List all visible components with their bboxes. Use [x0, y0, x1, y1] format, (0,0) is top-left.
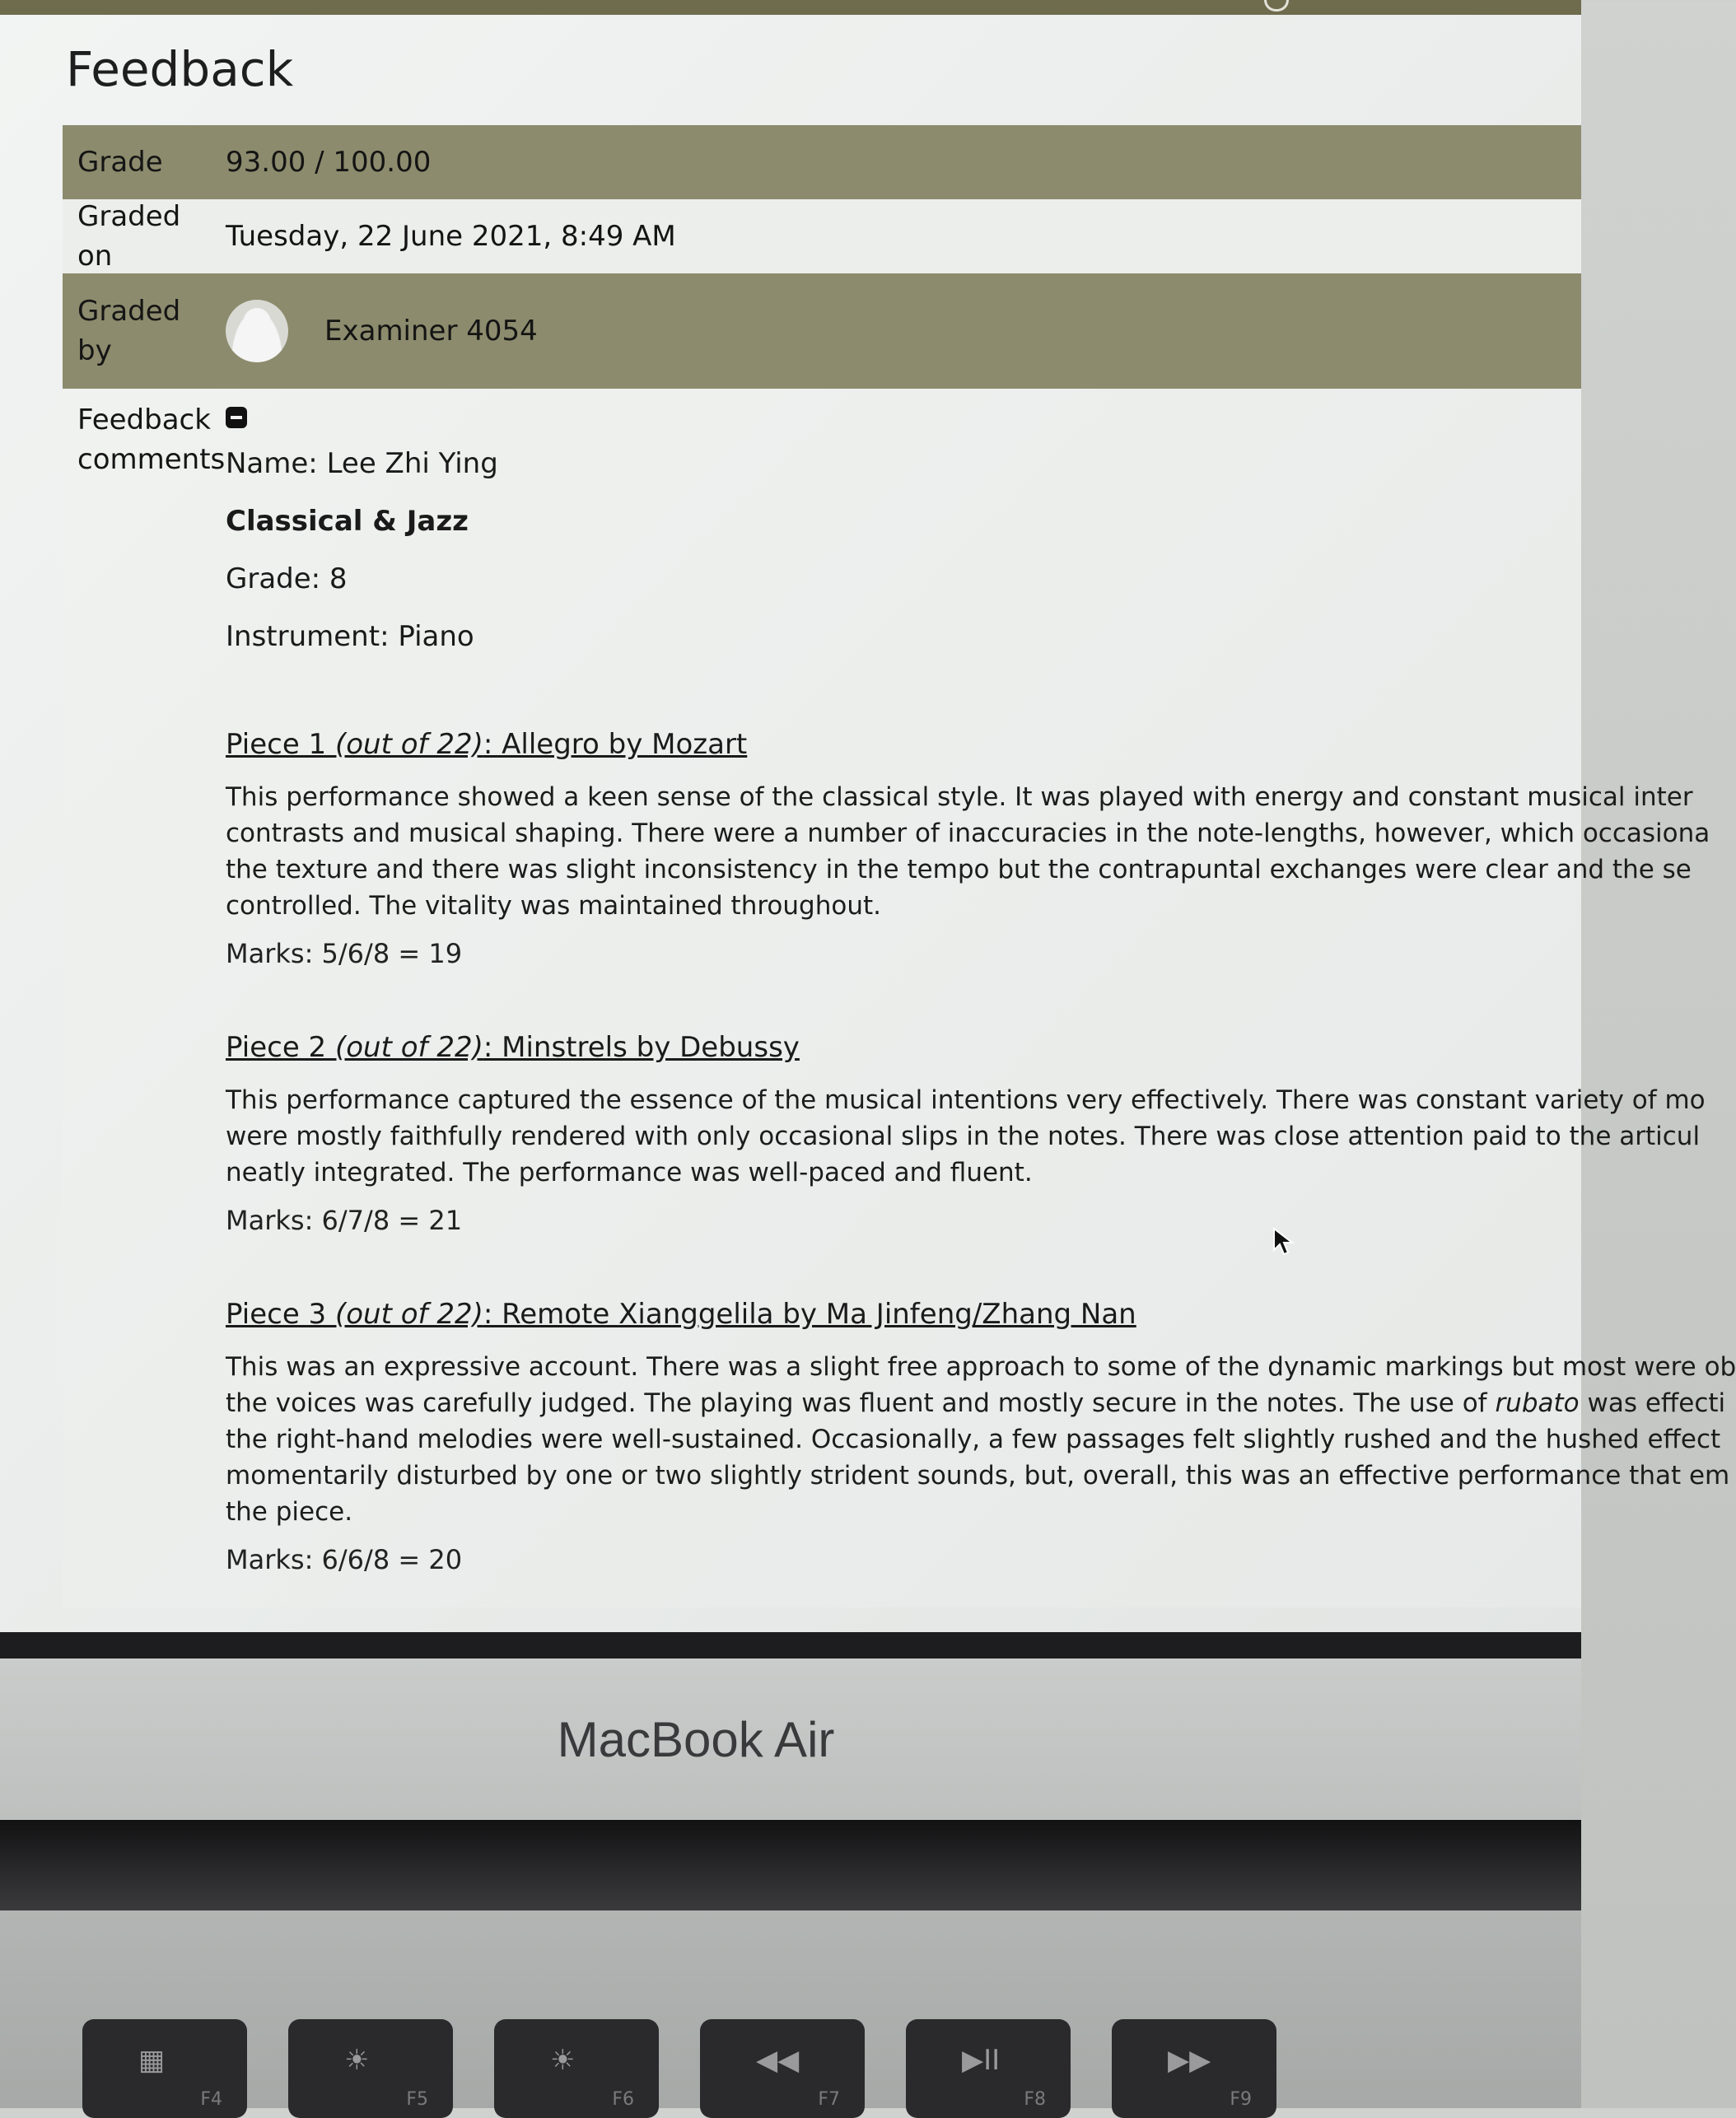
grade-label: Grade [77, 146, 163, 179]
feedback-table [63, 125, 1736, 1607]
piece-2-title-prefix: Piece 2 [226, 1031, 335, 1064]
piece-1-line: controlled. The vitality was maintained throughout. [226, 891, 881, 921]
screen-bezel-edge [0, 1632, 1581, 1658]
graded-on-label: Graded on [77, 200, 181, 273]
feedback-comments-body [219, 389, 1736, 1575]
piece-3-line-after: was effecti [1579, 1388, 1726, 1418]
piece-3-line-italic: rubato [1495, 1388, 1580, 1418]
spacer [226, 677, 1570, 726]
piece-1-title-prefix: Piece 1 [226, 728, 335, 761]
piece-3-line: the right-hand melodies were well-sustained. Occasionally, a few passages felt slightly rushed and the hushed effect [226, 1425, 1721, 1454]
piece-2 [226, 1029, 1706, 1239]
piece-2-line: were mostly faithfully rendered with only occasional slips in the notes. There was close attention paid to the articul [226, 1122, 1701, 1151]
piece-2-title-max: (out of 22) [334, 1031, 483, 1064]
key-f8[interactable] [906, 2019, 1071, 2118]
piece-2-marks: Marks: 6/7/8 = 21 [226, 1205, 463, 1236]
key-f7-label: F7 [818, 2089, 840, 2110]
piece-1-line: contrasts and musical shaping. There were a number of inaccuracies in the note-lengths, however, which occasiona [226, 819, 1710, 848]
piece-1 [226, 726, 1710, 972]
graded-on-row [63, 199, 1581, 273]
feedback-comments-row [63, 389, 1736, 1607]
launchpad-icon: ▦ [138, 2044, 166, 2077]
piece-3 [226, 1296, 1736, 1575]
fast-forward-icon: ▶▶ [1168, 2044, 1211, 2077]
piece-1-line: the texture and there was slight inconsistency in the tempo but the contrapuntal exchanges were clear and the se [226, 855, 1692, 884]
key-f6-label: F6 [612, 2089, 634, 2110]
feedback-comments-label [63, 389, 226, 479]
piece-3-title-prefix: Piece 3 [226, 1298, 335, 1331]
key-f4-label: F4 [200, 2089, 222, 2110]
rewind-icon: ◀◀ [756, 2044, 800, 2077]
key-f4[interactable] [82, 2019, 247, 2118]
keyboard-light-up-icon: ☀ [550, 2044, 576, 2077]
mouse-cursor-icon [1272, 1227, 1295, 1257]
piece-2-line: This performance captured the essence of the musical intentions very effectively. There was constant variety of mo [226, 1085, 1706, 1115]
keyboard-light-down-icon: ☀ [344, 2044, 370, 2077]
piece-3-title-max: (out of 22) [334, 1298, 483, 1331]
piece-3-line: momentarily disturbed by one or two slightly strident sounds, but, overall, this was an effective performance that em [226, 1461, 1730, 1491]
key-f8-label: F8 [1024, 2089, 1046, 2110]
piece-1-marks: Marks: 5/6/8 = 19 [226, 938, 463, 969]
piece-3-line: This was an expressive account. There was a slight free approach to some of the dynamic markings but most were ob [226, 1352, 1736, 1382]
piece-1-comment [226, 779, 1710, 924]
piece-3-line-text: the voices was carefully judged. The playing was fluent and mostly secure in the notes. The use of [226, 1388, 1496, 1418]
piece-1-line: This performance showed a keen sense of the classical style. It was played with energy and constant musical inter [226, 782, 1693, 812]
piece-3-title [226, 1296, 1570, 1332]
piece-3-comment [226, 1349, 1736, 1530]
piece-1-title-name: : Allegro by Mozart [483, 728, 748, 761]
top-strip [0, 0, 1581, 15]
key-f9[interactable] [1112, 2019, 1276, 2118]
exam-grade: Grade: 8 [226, 562, 348, 595]
avatar[interactable] [226, 300, 288, 362]
feedback-comments-label-line1: Feedback [77, 404, 211, 436]
laptop-hinge [0, 1820, 1581, 1910]
play-pause-icon: ▶II [962, 2044, 1001, 2077]
piece-1-title-max: (out of 22) [334, 728, 483, 761]
feedback-comments-label-line2: comments [77, 443, 226, 476]
exam-category: Classical & Jazz [226, 505, 469, 538]
graded-by-row [63, 273, 1581, 389]
grade-value: 93.00 / 100.00 [226, 146, 432, 179]
piece-2-title-name: : Minstrels by Debussy [483, 1031, 800, 1064]
graded-by-label: Graded by [77, 295, 181, 367]
key-f6[interactable] [494, 2019, 659, 2118]
exam-instrument: Instrument: Piano [226, 620, 474, 653]
key-f5[interactable] [288, 2019, 453, 2118]
key-f7[interactable] [700, 2019, 865, 2118]
page-title: Feedback [66, 41, 294, 97]
key-f9-label: F9 [1230, 2089, 1252, 2110]
graded-on-value: Tuesday, 22 June 2021, 8:49 AM [226, 220, 676, 253]
piece-3-line: the piece. [226, 1497, 353, 1527]
piece-3-line [226, 1385, 1726, 1421]
collapse-icon[interactable] [226, 407, 247, 428]
device-brand: MacBook Air [557, 1712, 835, 1767]
piece-2-line: neatly integrated. The performance was well-paced and fluent. [226, 1158, 1033, 1187]
piece-1-title [226, 726, 1570, 763]
grade-row [63, 125, 1581, 199]
student-name: Name: Lee Zhi Ying [226, 447, 498, 480]
piece-2-comment [226, 1082, 1706, 1191]
dropdown-corner-icon[interactable] [1264, 0, 1289, 12]
piece-3-title-name: : Remote Xianggelila by Ma Jinfeng/Zhang Nan [483, 1298, 1136, 1331]
piece-3-marks: Marks: 6/6/8 = 20 [226, 1544, 463, 1575]
key-f5-label: F5 [406, 2089, 428, 2110]
piece-2-title [226, 1029, 1570, 1066]
examiner-name[interactable]: Examiner 4054 [324, 315, 538, 348]
